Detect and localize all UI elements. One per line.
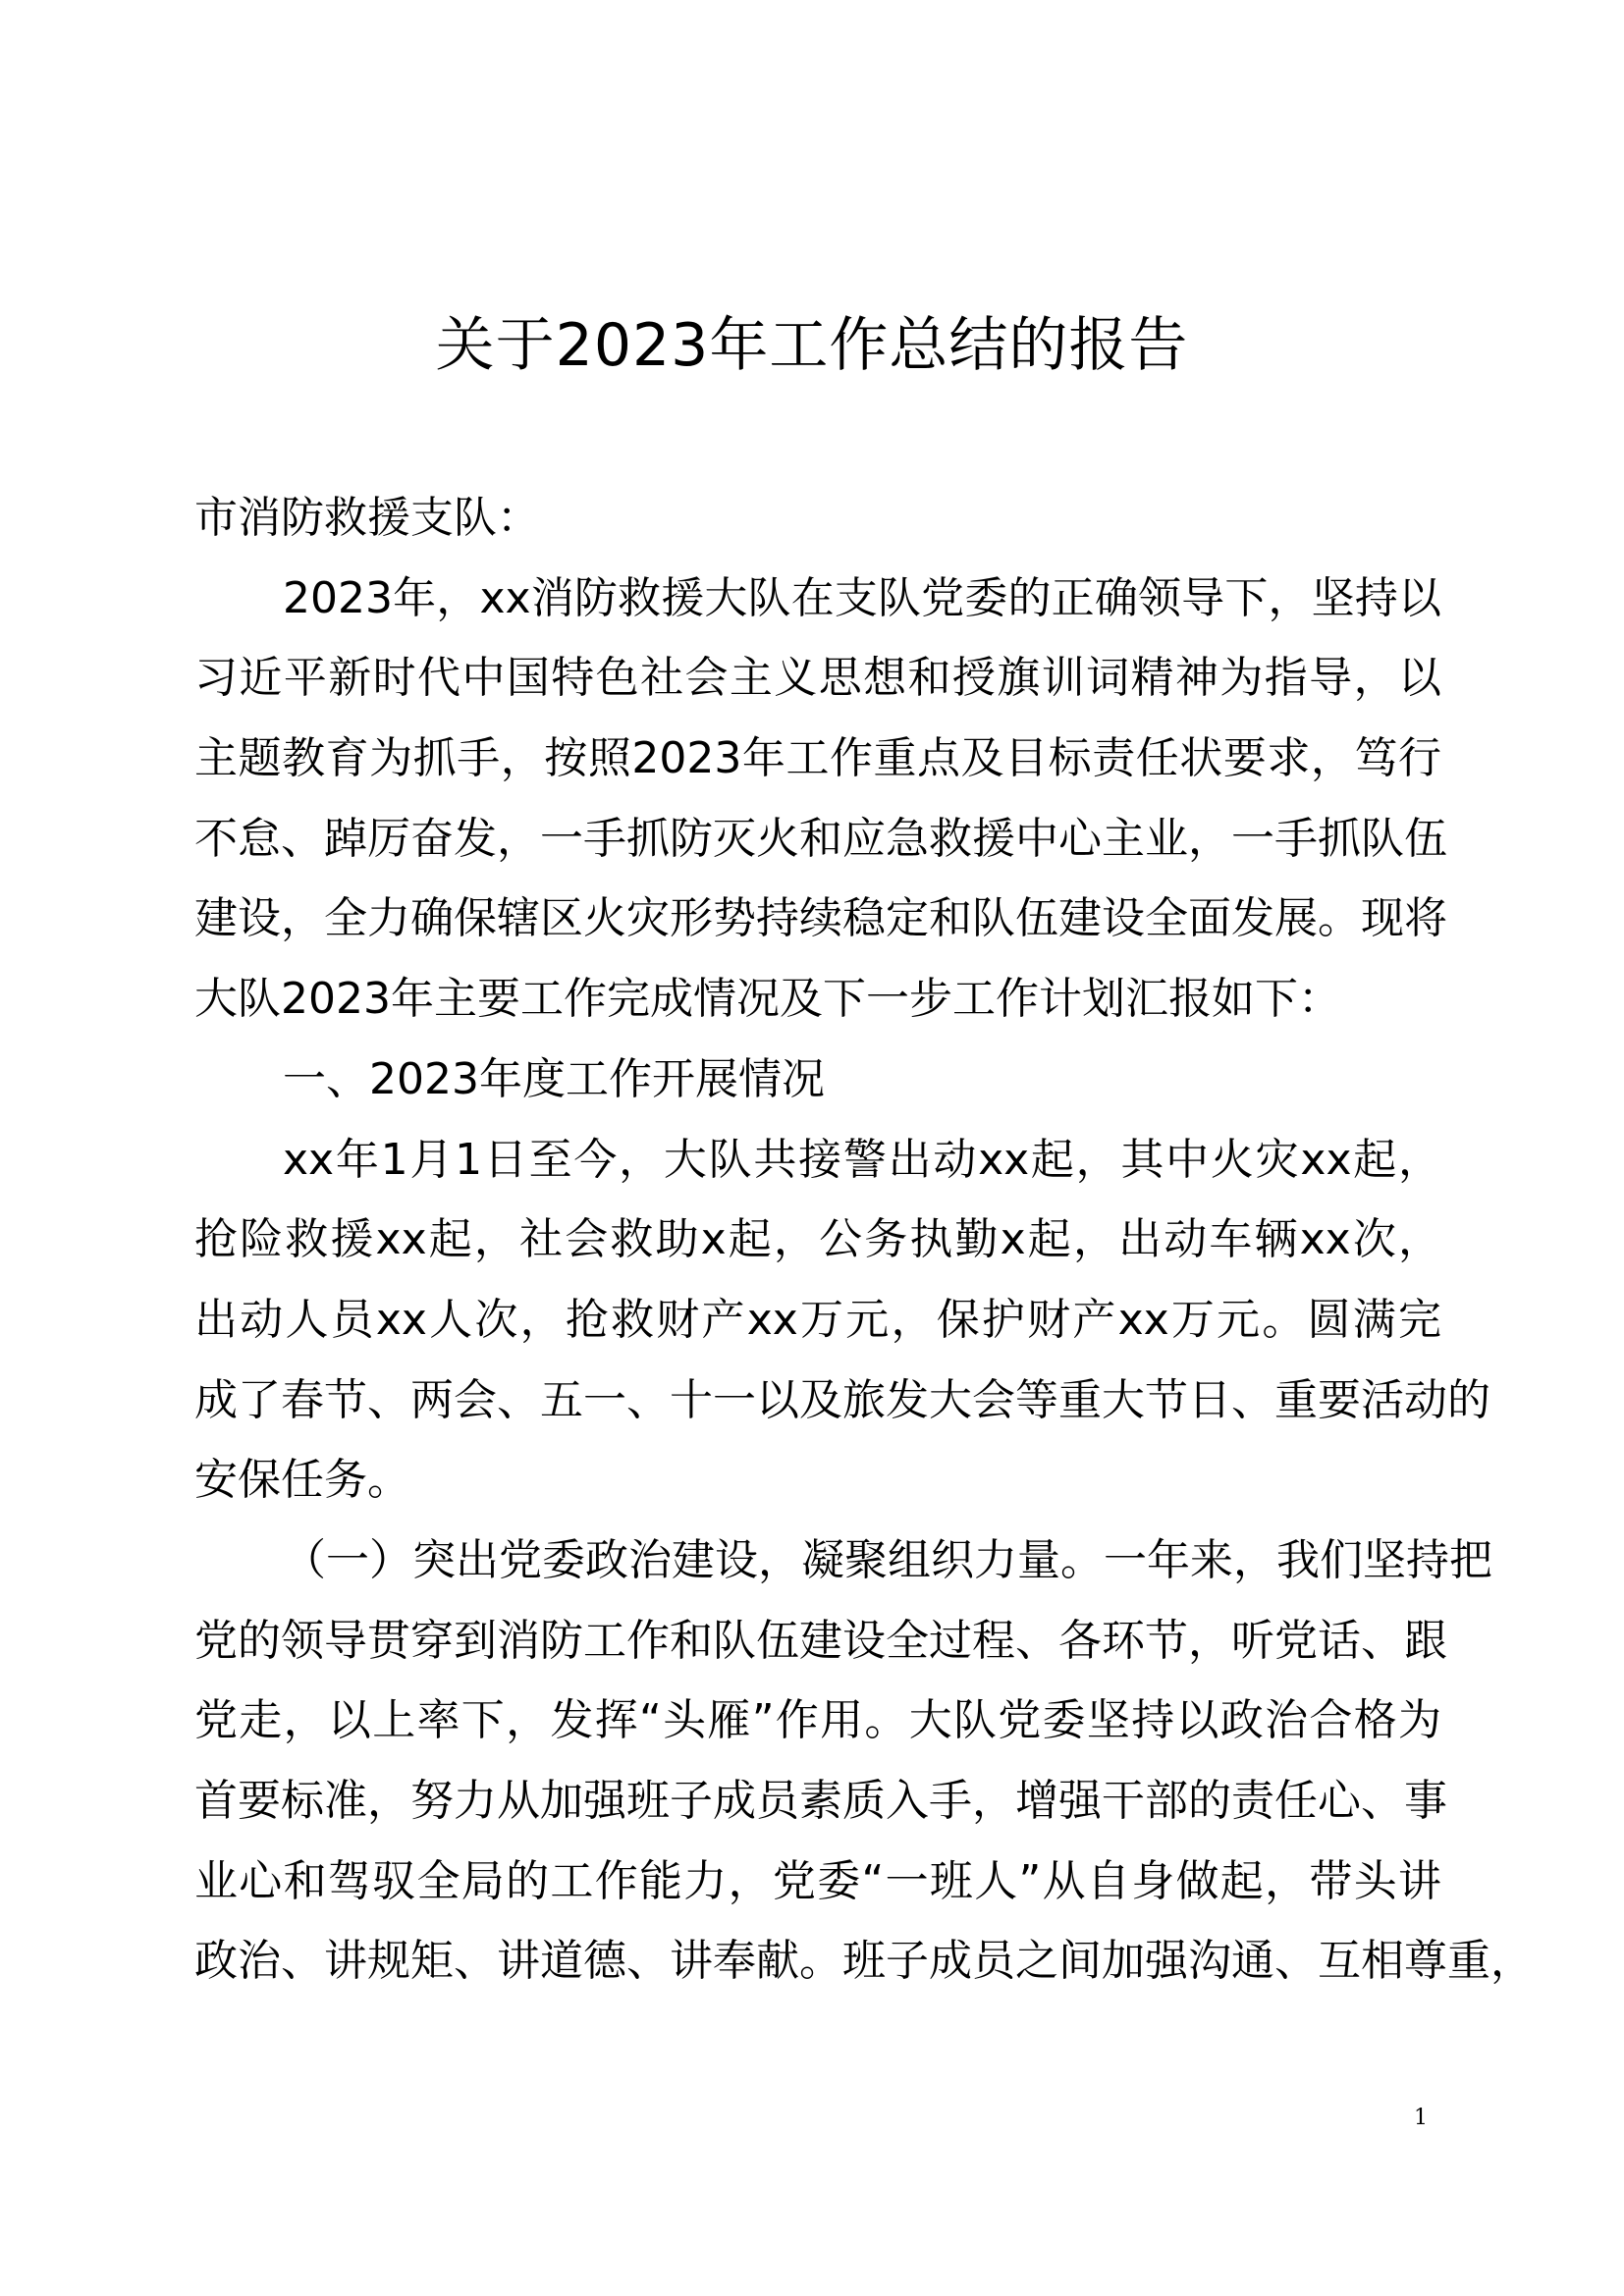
section-heading: [194, 1040, 1441, 1120]
document-title: 关于2023年工作总结的报告: [435, 311, 1189, 380]
salutation: 市消防救援支队：: [194, 493, 540, 543]
document-body: [194, 478, 1534, 2002]
text-line: 党的领导贯穿到消防工作和队伍建设全过程、各环节，听党话、跟: [194, 1615, 1447, 1666]
text-line: 建设，全力确保辖区火灾形势持续稳定和队伍建设全面发展。现将: [194, 893, 1447, 944]
text-line: 安保任务。: [194, 1455, 410, 1506]
text-line: 主题教育为抓手，按照2023年工作重点及目标责任状要求，笃行: [194, 733, 1441, 784]
text-line: 出动人员xx人次，抢救财产xx万元，保护财产xx万元。圆满完: [194, 1294, 1441, 1345]
text-line: 2023年，xx消防救援大队在支队党委的正确领导下，坚持以: [283, 572, 1441, 623]
text-line: 成了春节、两会、五一、十一以及旅发大会等重大节日、重要活动的: [194, 1374, 1490, 1425]
page-number: 1: [1414, 2106, 1428, 2130]
text-line: 政治、讲规矩、讲道德、讲奉献。班子成员之间加强沟通、互相尊重，: [194, 1936, 1534, 1987]
text-line: xx年1月1日至今，大队共接警出动xx起，其中火灾xx起，: [283, 1134, 1441, 1185]
text-line: 业心和驾驭全局的工作能力，党委“一班人”从自身做起，带头讲: [194, 1855, 1441, 1906]
paragraph-intro: [194, 559, 1447, 1040]
paragraph-statistics: [194, 1120, 1490, 1521]
text-line: 习近平新时代中国特色社会主义思想和授旗训词精神为指导，以: [194, 653, 1441, 704]
paragraph-party-building: [194, 1521, 1534, 2002]
text-line: （一）突出党委政治建设，凝聚组织力量。一年来，我们坚持把: [283, 1534, 1492, 1585]
text-line: 首要标准，努力从加强班子成员素质入手，增强干部的责任心、事: [194, 1776, 1447, 1826]
text-line: 抢险救援xx起，社会救助x起，公务执勤x起，出动车辆xx次，: [194, 1214, 1441, 1265]
text-line: 不怠、踔厉奋发，一手抓防灭火和应急救援中心主业，一手抓队伍: [194, 813, 1447, 864]
text-line: 大队2023年主要工作完成情况及下一步工作计划汇报如下：: [194, 974, 1341, 1025]
heading-line: 一、2023年度工作开展情况: [283, 1053, 825, 1104]
text-line: 党走，以上率下，发挥“头雁”作用。大队党委坚持以政治合格为: [194, 1695, 1441, 1746]
